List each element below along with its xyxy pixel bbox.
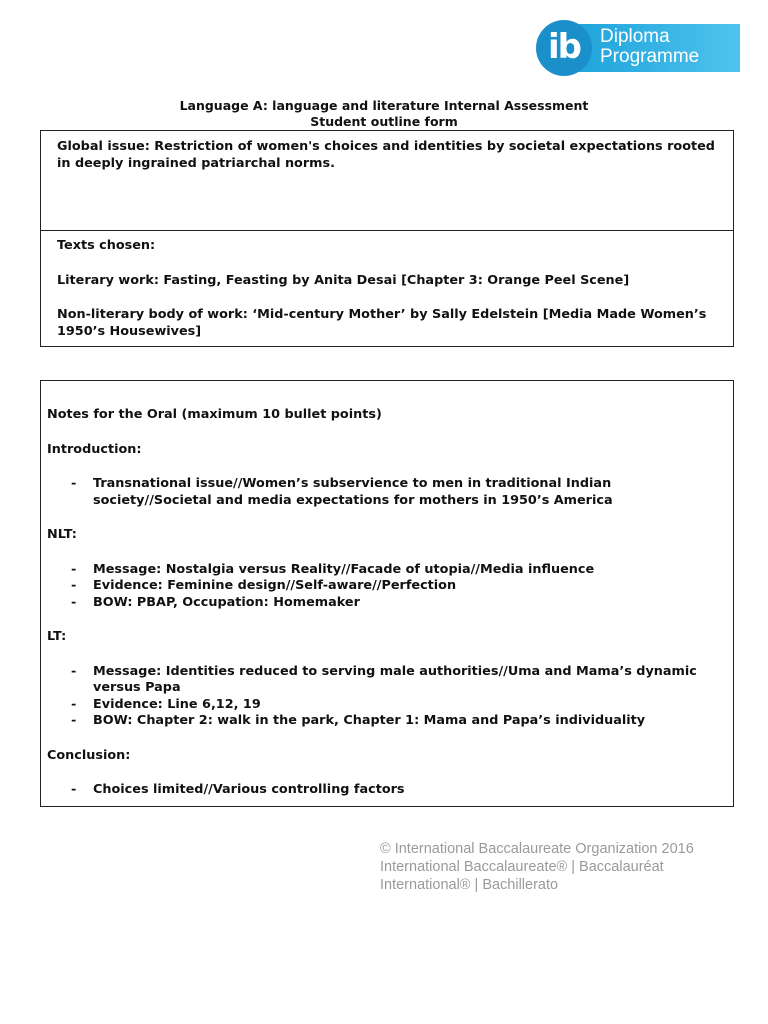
section-heading-lt: LT:	[47, 629, 67, 644]
bullet-list-nlt	[47, 562, 725, 612]
section-heading-nlt: NLT:	[47, 527, 77, 542]
copyright-line-2: International Baccalaureate® | Baccalauréat	[380, 859, 664, 875]
logo-text	[600, 27, 699, 67]
texts-chosen-box	[40, 230, 734, 347]
bullet-list-conclusion	[47, 782, 725, 799]
bullet-item: - Message: Identities reduced to serving male authorities//Uma and Mama’s dynamic versus Papa	[47, 664, 705, 697]
logo-line-1: Diploma	[600, 26, 670, 47]
bullet-item: - BOW: Chapter 2: walk in the park, Chapter 1: Mama and Papa’s individuality	[47, 713, 705, 730]
form-heading	[0, 98, 768, 130]
bullet-item: - Choices limited//Various controlling factors	[47, 782, 705, 799]
bullet-item: - Message: Nostalgia versus Reality//Facade of utopia//Media influence	[47, 562, 705, 579]
literary-work-text: Literary work: Fasting, Feasting by Anita Desai [Chapter 3: Orange Peel Scene]	[57, 272, 630, 288]
ib-logo-icon: ib	[536, 20, 592, 76]
non-literary-work-text: Non-literary body of work: ‘Mid-century Mother’ by Sally Edelstein [Media Made Women’s 1950’s Housewives]	[57, 307, 707, 339]
copyright-line-3: International® | Bachillerato	[380, 877, 559, 893]
form-subtitle: Student outline form	[310, 114, 458, 129]
bullet-item: - Evidence: Line 6,12, 19	[47, 697, 705, 714]
texts-chosen-label: Texts chosen:	[57, 238, 156, 253]
section-heading-conclusion: Conclusion:	[47, 747, 131, 763]
bullet-item: - Evidence: Feminine design//Self-aware//Perfection	[47, 578, 705, 595]
copyright-line-1: © International Baccalaureate Organization 2016	[380, 841, 694, 857]
form-title: Language A: language and literature Internal Assessment	[179, 98, 589, 113]
bullet-list-lt	[47, 664, 725, 730]
ib-diploma-logo	[536, 20, 740, 76]
notes-title: Notes for the Oral (maximum 10 bullet points)	[47, 407, 382, 422]
bullet-item: - Transnational issue//Women’s subservience to men in traditional Indian society//Societal and media expectations for mothers in 1950’s America	[47, 476, 705, 509]
oral-notes-box	[40, 380, 734, 807]
bullet-list-introduction	[47, 476, 725, 509]
section-heading-introduction: Introduction:	[47, 441, 142, 457]
global-issue-box	[40, 130, 734, 231]
bullet-item: - BOW: PBAP, Occupation: Homemaker	[47, 595, 705, 612]
global-issue-text: Global issue: Restriction of women's choices and identities by societal expectations rooted in deeply ingrained patriarchal norms.	[57, 139, 715, 171]
copyright-footer	[380, 840, 740, 894]
logo-line-2: Programme	[600, 46, 700, 67]
